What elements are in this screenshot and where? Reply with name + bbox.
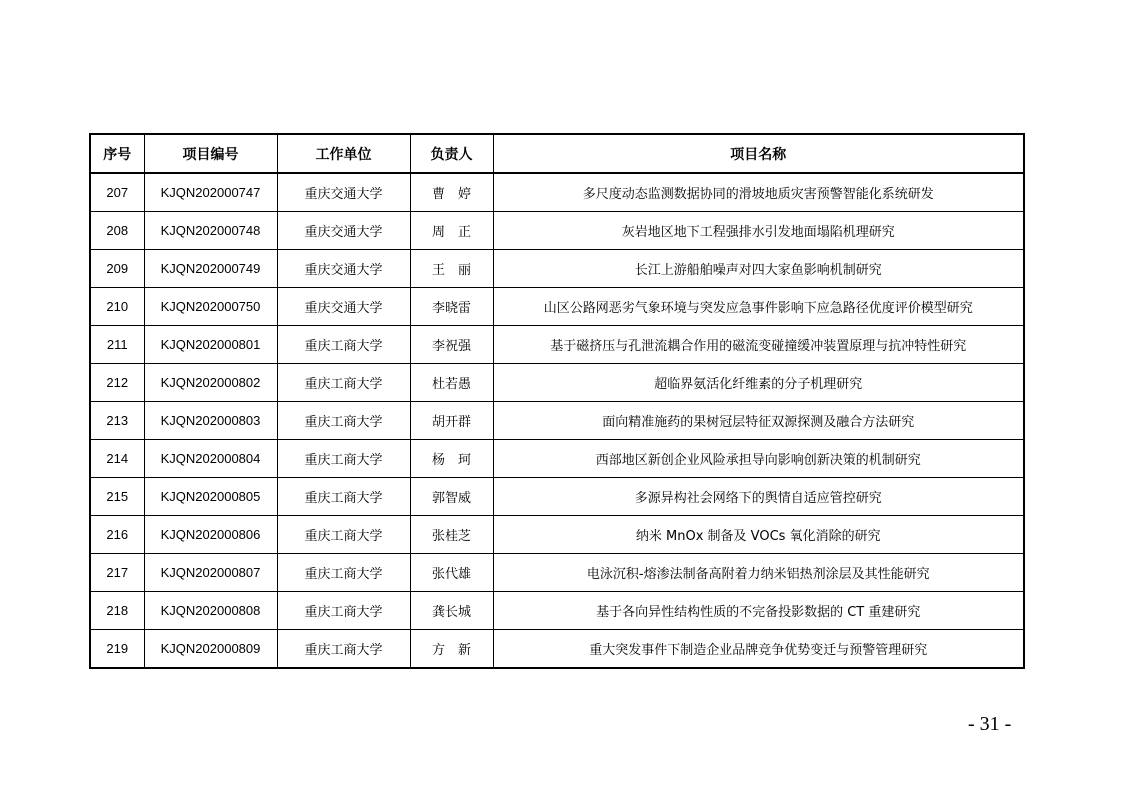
table-row [90, 212, 1024, 250]
cell-project-name: 灰岩地区地下工程强排水引发地面塌陷机理研究 [493, 212, 1024, 250]
cell-project-code: KJQN202000805 [144, 478, 277, 516]
cell-project-code: KJQN202000750 [144, 288, 277, 326]
cell-project-code: KJQN202000807 [144, 554, 277, 592]
table-header [90, 134, 1024, 173]
header-project-code: 项目编号 [144, 134, 277, 173]
cell-project-code: KJQN202000748 [144, 212, 277, 250]
cell-work-unit: 重庆交通大学 [277, 212, 410, 250]
cell-leader: 张桂芝 [410, 516, 493, 554]
table-body [90, 173, 1024, 668]
cell-work-unit: 重庆工商大学 [277, 440, 410, 478]
cell-work-unit: 重庆工商大学 [277, 478, 410, 516]
cell-index: 208 [90, 212, 144, 250]
cell-work-unit: 重庆工商大学 [277, 364, 410, 402]
cell-index: 217 [90, 554, 144, 592]
cell-work-unit: 重庆工商大学 [277, 402, 410, 440]
cell-work-unit: 重庆工商大学 [277, 630, 410, 669]
cell-index: 211 [90, 326, 144, 364]
header-leader: 负责人 [410, 134, 493, 173]
cell-project-name: 面向精准施药的果树冠层特征双源探测及融合方法研究 [493, 402, 1024, 440]
cell-index: 218 [90, 592, 144, 630]
header-index: 序号 [90, 134, 144, 173]
cell-leader: 杜若愚 [410, 364, 493, 402]
table-row [90, 326, 1024, 364]
cell-leader: 张代雄 [410, 554, 493, 592]
table-row [90, 364, 1024, 402]
cell-work-unit: 重庆工商大学 [277, 326, 410, 364]
table-row [90, 478, 1024, 516]
table-row [90, 288, 1024, 326]
cell-leader: 李晓雷 [410, 288, 493, 326]
cell-work-unit: 重庆工商大学 [277, 592, 410, 630]
cell-project-name: 西部地区新创企业风险承担导向影响创新决策的机制研究 [493, 440, 1024, 478]
cell-project-name: 基于磁挤压与孔泄流耦合作用的磁流变碰撞缓冲装置原理与抗冲特性研究 [493, 326, 1024, 364]
cell-index: 210 [90, 288, 144, 326]
table-row [90, 630, 1024, 669]
cell-index: 215 [90, 478, 144, 516]
cell-project-name: 多源异构社会网络下的舆情自适应管控研究 [493, 478, 1024, 516]
cell-leader: 龚长城 [410, 592, 493, 630]
cell-project-name: 基于各向异性结构性质的不完备投影数据的 CT 重建研究 [493, 592, 1024, 630]
project-table-container [89, 133, 1023, 669]
cell-index: 207 [90, 173, 144, 212]
cell-index: 214 [90, 440, 144, 478]
cell-leader: 方 新 [410, 630, 493, 669]
cell-index: 216 [90, 516, 144, 554]
cell-leader: 胡开群 [410, 402, 493, 440]
cell-work-unit: 重庆交通大学 [277, 288, 410, 326]
cell-project-code: KJQN202000806 [144, 516, 277, 554]
cell-work-unit: 重庆工商大学 [277, 516, 410, 554]
cell-work-unit: 重庆交通大学 [277, 250, 410, 288]
cell-index: 219 [90, 630, 144, 669]
cell-index: 209 [90, 250, 144, 288]
cell-project-code: KJQN202000803 [144, 402, 277, 440]
cell-project-name: 电泳沉积-熔渗法制备高附着力纳米铝热剂涂层及其性能研究 [493, 554, 1024, 592]
project-table [89, 133, 1025, 669]
table-row [90, 250, 1024, 288]
cell-leader: 李祝强 [410, 326, 493, 364]
table-row [90, 173, 1024, 212]
cell-project-name: 重大突发事件下制造企业品牌竞争优势变迁与预警管理研究 [493, 630, 1024, 669]
cell-project-code: KJQN202000747 [144, 173, 277, 212]
cell-project-code: KJQN202000801 [144, 326, 277, 364]
table-row [90, 516, 1024, 554]
cell-project-code: KJQN202000808 [144, 592, 277, 630]
cell-leader: 郭智威 [410, 478, 493, 516]
cell-leader: 杨 珂 [410, 440, 493, 478]
cell-leader: 王 丽 [410, 250, 493, 288]
cell-project-code: KJQN202000802 [144, 364, 277, 402]
cell-project-name: 纳米 MnOx 制备及 VOCs 氧化消除的研究 [493, 516, 1024, 554]
cell-leader: 曹 婷 [410, 173, 493, 212]
cell-index: 213 [90, 402, 144, 440]
table-row [90, 440, 1024, 478]
cell-project-name: 山区公路网恶劣气象环境与突发应急事件影响下应急路径优度评价模型研究 [493, 288, 1024, 326]
cell-project-code: KJQN202000804 [144, 440, 277, 478]
cell-index: 212 [90, 364, 144, 402]
cell-project-code: KJQN202000809 [144, 630, 277, 669]
cell-project-name: 长江上游船舶噪声对四大家鱼影响机制研究 [493, 250, 1024, 288]
cell-leader: 周 正 [410, 212, 493, 250]
header-project-name: 项目名称 [493, 134, 1024, 173]
header-row [90, 134, 1024, 173]
table-row [90, 554, 1024, 592]
table-row [90, 592, 1024, 630]
cell-project-name: 多尺度动态监测数据协同的滑坡地质灾害预警智能化系统研发 [493, 173, 1024, 212]
cell-project-name: 超临界氨活化纤维素的分子机理研究 [493, 364, 1024, 402]
table-row [90, 402, 1024, 440]
cell-work-unit: 重庆交通大学 [277, 173, 410, 212]
page-number: - 31 - [968, 713, 1012, 735]
header-work-unit: 工作单位 [277, 134, 410, 173]
cell-project-code: KJQN202000749 [144, 250, 277, 288]
cell-work-unit: 重庆工商大学 [277, 554, 410, 592]
